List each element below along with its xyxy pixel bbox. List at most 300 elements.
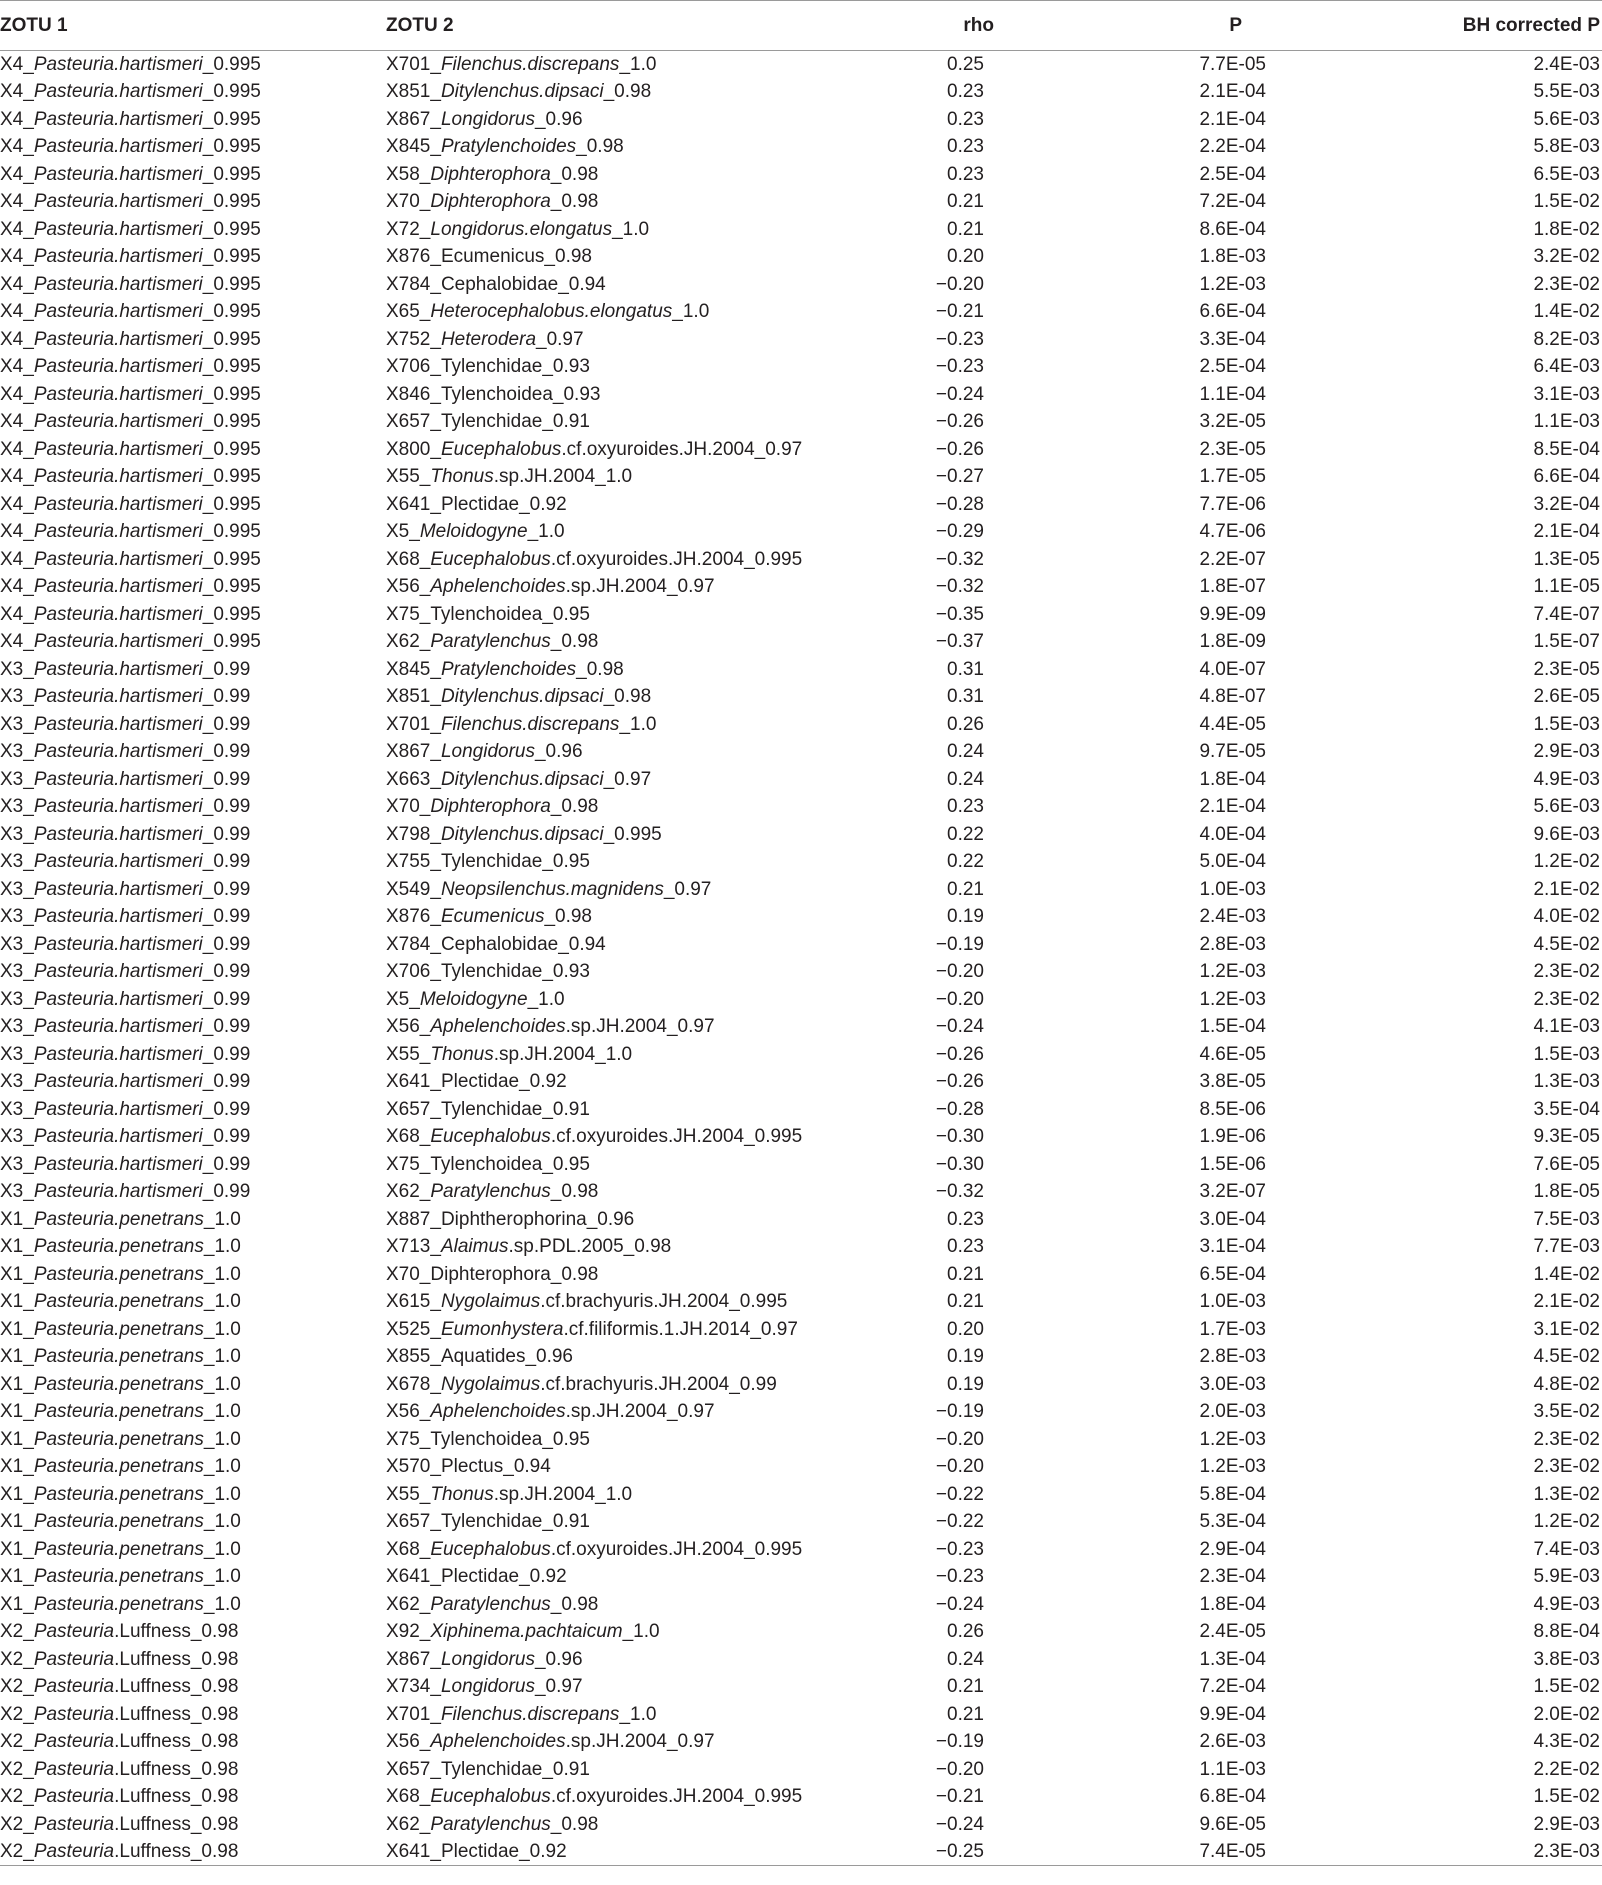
taxon-text: _0.99 [202, 686, 251, 708]
cell-zotu-2 [386, 1151, 852, 1179]
table-row [0, 1591, 1602, 1619]
taxon-text: _0.995 [202, 273, 261, 295]
taxon-italic: Eucephalobus [430, 1126, 551, 1148]
cell-p: 2.4E-05 [1199, 1621, 1266, 1643]
cell-p: 1.8E-09 [1199, 631, 1266, 653]
table-row [0, 766, 1602, 794]
cell-p: 6.8E-04 [1199, 1786, 1266, 1808]
taxon-text: _0.99 [202, 1153, 251, 1175]
taxon-italic: Pasteuria [33, 1758, 115, 1780]
taxon-italic: Pasteuria.hartismeri [33, 631, 203, 653]
cell-bh-corrected-p: 1.5E-07 [1533, 631, 1600, 653]
taxon-text: X1_ [0, 1401, 34, 1423]
cell-bh-corrected-p: 2.0E-02 [1533, 1703, 1600, 1725]
table-row [0, 188, 1602, 216]
taxon-italic: Pasteuria.penetrans [33, 1428, 204, 1450]
cell-p: 1.2E-03 [1199, 988, 1266, 1010]
taxon-italic: Pasteuria.penetrans [33, 1483, 204, 1505]
table-row [0, 793, 1602, 821]
table-row [0, 876, 1602, 904]
taxon-text: _0.995 [202, 466, 261, 488]
taxon-text: _0.99 [202, 1016, 251, 1038]
taxon-text: X1_ [0, 1263, 34, 1285]
cell-p: 3.0E-04 [1199, 1208, 1266, 1230]
taxon-text: X657_Tylenchidae_0.91 [386, 1098, 590, 1120]
table-row [0, 1701, 1602, 1729]
taxon-text: _1.0 [527, 988, 565, 1010]
cell-zotu-1 [0, 1371, 386, 1399]
taxon-italic: Pratylenchoides [440, 658, 577, 680]
cell-bh-corrected-p: 6.6E-04 [1533, 466, 1600, 488]
taxon-text: _0.995 [202, 411, 261, 433]
taxon-text: _0.995 [202, 191, 261, 213]
cell-zotu-2 [386, 1316, 852, 1344]
taxon-italic: Longidorus [440, 108, 535, 130]
cell-p: 2.8E-03 [1199, 933, 1266, 955]
cell-zotu-2 [386, 161, 852, 189]
taxon-text: X876_ [386, 906, 441, 928]
cell-rho: 0.21 [947, 1263, 984, 1285]
cell-bh-corrected-p: 2.3E-05 [1533, 658, 1600, 680]
taxon-text: .Luffness_0.98 [114, 1813, 239, 1835]
cell-zotu-2 [386, 326, 852, 354]
table-row [0, 463, 1602, 491]
header-p: P [1040, 1, 1336, 51]
taxon-italic: Heterocephalobus.elongatus [430, 301, 673, 323]
cell-zotu-1 [0, 931, 386, 959]
table-row [0, 1178, 1602, 1206]
taxon-text: X701_ [386, 54, 441, 75]
taxon-italic: Diphterophora [430, 163, 551, 185]
taxon-text: _0.96 [534, 1648, 583, 1670]
cell-p: 3.1E-04 [1199, 1236, 1266, 1258]
taxon-text: .cf.oxyuroides.JH.2004_0.995 [550, 1786, 803, 1808]
taxon-italic: Xiphinema.pachtaicum [430, 1621, 623, 1643]
cell-rho: −0.23 [935, 356, 984, 378]
header-rho: rho [852, 1, 1040, 51]
table-row [0, 298, 1602, 326]
cell-zotu-2 [386, 1288, 852, 1316]
cell-zotu-2 [386, 133, 852, 161]
cell-rho: −0.23 [935, 328, 984, 350]
cell-zotu-2 [386, 546, 852, 574]
cell-p: 5.8E-04 [1199, 1483, 1266, 1505]
taxon-italic: Diphterophora [430, 796, 551, 818]
taxon-italic: Neopsilenchus.magnidens [440, 878, 664, 900]
cell-rho: 0.21 [947, 1703, 984, 1725]
cell-p: 1.1E-04 [1199, 383, 1266, 405]
taxon-text: X1_ [0, 1483, 34, 1505]
taxon-text: _1.0 [203, 1208, 241, 1230]
cell-bh-corrected-p: 2.3E-02 [1533, 988, 1600, 1010]
taxon-italic: Pasteuria.hartismeri [33, 81, 203, 103]
cell-rho: −0.26 [935, 1071, 984, 1093]
table-row [0, 848, 1602, 876]
taxon-text: X1_ [0, 1593, 34, 1615]
taxon-text: _1.0 [619, 54, 657, 75]
taxon-text: X845_ [386, 136, 441, 158]
cell-zotu-2 [386, 1206, 852, 1234]
taxon-text: X657_Tylenchidae_0.91 [386, 1511, 590, 1533]
cell-rho: −0.20 [935, 961, 984, 983]
taxon-text: _0.99 [202, 1126, 251, 1148]
cell-bh-corrected-p: 3.2E-02 [1533, 246, 1600, 268]
taxon-text: X3_ [0, 1098, 34, 1120]
cell-p: 2.4E-03 [1199, 906, 1266, 928]
taxon-text: _0.98 [576, 136, 624, 158]
cell-bh-corrected-p: 7.5E-03 [1533, 1208, 1600, 1230]
taxon-text: X62_ [386, 1813, 431, 1835]
cell-zotu-2 [386, 1783, 852, 1811]
taxon-text: _0.995 [202, 328, 261, 350]
table-row [0, 1316, 1602, 1344]
cell-p: 7.7E-05 [1199, 54, 1266, 75]
taxon-italic: Pasteuria.hartismeri [33, 823, 203, 845]
cell-zotu-2 [386, 1453, 852, 1481]
cell-bh-corrected-p: 1.4E-02 [1533, 301, 1600, 323]
cell-p: 2.0E-03 [1199, 1401, 1266, 1423]
cell-bh-corrected-p: 4.1E-03 [1533, 1016, 1600, 1038]
taxon-text: X5_ [386, 988, 420, 1010]
taxon-text: X1_ [0, 1566, 34, 1588]
table-row [0, 51, 1602, 79]
taxon-text: .Luffness_0.98 [114, 1758, 239, 1780]
table-row [0, 1426, 1602, 1454]
cell-p: 2.3E-05 [1199, 438, 1266, 460]
table-row [0, 1151, 1602, 1179]
taxon-text: _1.0 [672, 301, 710, 323]
cell-p: 1.2E-03 [1199, 1456, 1266, 1478]
taxon-italic: Alaimus [440, 1236, 509, 1258]
cell-zotu-2 [386, 1838, 852, 1866]
taxon-italic: Pasteuria [33, 1703, 115, 1725]
table-row [0, 1206, 1602, 1234]
taxon-text: X752_ [386, 328, 441, 350]
taxon-italic: Thonus [430, 1043, 494, 1065]
taxon-text: X4_ [0, 81, 34, 103]
taxon-text: X68_ [386, 548, 431, 570]
cell-rho: −0.26 [935, 411, 984, 433]
taxon-text: X4_ [0, 548, 34, 570]
taxon-text: X713_ [386, 1236, 441, 1258]
taxon-text: _1.0 [527, 521, 565, 543]
cell-rho: −0.29 [935, 521, 984, 543]
taxon-text: _0.995 [202, 356, 261, 378]
taxon-text: X3_ [0, 851, 34, 873]
taxon-italic: Nygolaimus [440, 1291, 541, 1313]
taxon-text: X4_ [0, 466, 34, 488]
taxon-italic: Pasteuria.penetrans [33, 1318, 204, 1340]
taxon-italic: Eucephalobus [430, 1538, 551, 1560]
cell-zotu-2 [386, 518, 852, 546]
cell-zotu-2 [386, 876, 852, 904]
taxon-italic: Pasteuria.hartismeri [33, 1043, 203, 1065]
cell-bh-corrected-p: 1.5E-03 [1533, 713, 1600, 735]
cell-bh-corrected-p: 5.5E-03 [1533, 81, 1600, 103]
taxon-italic: Pasteuria.hartismeri [33, 741, 203, 763]
table-row [0, 353, 1602, 381]
taxon-italic: Eucephalobus [430, 548, 551, 570]
cell-zotu-1 [0, 161, 386, 189]
cell-zotu-1 [0, 133, 386, 161]
taxon-text: .sp.JH.2004_1.0 [493, 1043, 633, 1065]
cell-zotu-2 [386, 931, 852, 959]
table-row [0, 271, 1602, 299]
taxon-text: _1.0 [203, 1318, 241, 1340]
taxon-italic: Aphelenchoides [430, 1401, 566, 1423]
cell-bh-corrected-p: 1.5E-02 [1533, 1786, 1600, 1808]
taxon-italic: Pasteuria.hartismeri [33, 603, 203, 625]
cell-zotu-2 [386, 683, 852, 711]
cell-zotu-1 [0, 216, 386, 244]
cell-bh-corrected-p: 7.4E-07 [1533, 603, 1600, 625]
taxon-text: X1_ [0, 1428, 34, 1450]
cell-bh-corrected-p: 3.1E-03 [1533, 383, 1600, 405]
cell-zotu-2 [386, 958, 852, 986]
taxon-text: .cf.brachyuris.JH.2004_0.99 [540, 1373, 777, 1395]
taxon-text: X2_ [0, 1621, 34, 1643]
cell-zotu-2 [386, 821, 852, 849]
cell-zotu-1 [0, 1536, 386, 1564]
cell-bh-corrected-p: 2.3E-02 [1533, 273, 1600, 295]
cell-rho: 0.24 [947, 741, 984, 763]
cell-zotu-2 [386, 1728, 852, 1756]
cell-p: 3.2E-07 [1199, 1181, 1266, 1203]
cell-bh-corrected-p: 9.6E-03 [1533, 823, 1600, 845]
taxon-text: _0.97 [536, 328, 584, 350]
cell-bh-corrected-p: 3.1E-02 [1533, 1318, 1600, 1340]
taxon-text: X1_ [0, 1291, 34, 1313]
taxon-italic: Pasteuria.hartismeri [33, 686, 203, 708]
cell-zotu-2 [386, 381, 852, 409]
taxon-text: X855_Aquatides_0.96 [386, 1346, 573, 1368]
taxon-text: _0.995 [202, 81, 261, 103]
cell-zotu-2 [386, 738, 852, 766]
taxon-text: _0.99 [202, 1181, 251, 1203]
taxon-text: X4_ [0, 136, 34, 158]
taxon-text: X3_ [0, 878, 34, 900]
table-row [0, 1673, 1602, 1701]
taxon-text: _1.0 [203, 1456, 241, 1478]
cell-rho: −0.21 [935, 1786, 984, 1808]
table-row [0, 711, 1602, 739]
taxon-italic: Pasteuria.hartismeri [33, 328, 203, 350]
cell-rho: −0.32 [935, 1181, 984, 1203]
taxon-text: X784_Cephalobidae_0.94 [386, 933, 606, 955]
cell-bh-corrected-p: 3.5E-04 [1533, 1098, 1600, 1120]
taxon-text: _1.0 [203, 1236, 241, 1258]
cell-zotu-1 [0, 1233, 386, 1261]
taxon-text: X62_ [386, 631, 431, 653]
taxon-text: X4_ [0, 356, 34, 378]
cell-p: 1.0E-03 [1199, 1291, 1266, 1313]
cell-zotu-1 [0, 683, 386, 711]
taxon-text: _0.99 [202, 768, 251, 790]
cell-rho: 0.25 [947, 54, 984, 75]
cell-bh-corrected-p: 9.3E-05 [1533, 1126, 1600, 1148]
taxon-text: X701_ [386, 713, 441, 735]
table-row [0, 326, 1602, 354]
cell-rho: −0.20 [935, 1428, 984, 1450]
cell-rho: 0.23 [947, 136, 984, 158]
cell-bh-corrected-p: 1.8E-02 [1533, 218, 1600, 240]
cell-rho: −0.26 [935, 438, 984, 460]
table-row [0, 1728, 1602, 1756]
taxon-italic: Pasteuria.hartismeri [33, 411, 203, 433]
cell-p: 7.4E-05 [1040, 1838, 1336, 1866]
taxon-text: X867_ [386, 108, 441, 130]
taxon-italic: Pasteuria.penetrans [33, 1263, 204, 1285]
taxon-text: _0.995 [202, 301, 261, 323]
cell-zotu-2 [386, 1178, 852, 1206]
table-row [0, 1343, 1602, 1371]
taxon-text: _0.99 [202, 741, 251, 763]
cell-bh-corrected-p: 1.1E-05 [1533, 576, 1600, 598]
taxon-text: X1_ [0, 1373, 34, 1395]
taxon-text: _0.98 [603, 686, 652, 708]
taxon-text: X70_ [386, 191, 431, 213]
taxon-text: X1_ [0, 1346, 34, 1368]
taxon-text: _0.96 [534, 108, 583, 130]
cell-p: 2.1E-04 [1199, 108, 1266, 130]
taxon-text: X2_ [0, 1676, 34, 1698]
taxon-text: .cf.oxyuroides.JH.2004_0.995 [550, 1538, 803, 1560]
cell-zotu-1 [0, 1206, 386, 1234]
cell-zotu-2 [386, 1811, 852, 1839]
taxon-text: _1.0 [203, 1291, 241, 1313]
taxon-text: X3_ [0, 1071, 34, 1093]
taxon-text: X549_ [386, 878, 441, 900]
taxon-text: X68_ [386, 1126, 431, 1148]
table-row [0, 821, 1602, 849]
cell-bh-corrected-p: 8.2E-03 [1533, 328, 1600, 350]
taxon-italic: Pasteuria.hartismeri [33, 163, 203, 185]
table-row [0, 216, 1602, 244]
table-row [0, 1618, 1602, 1646]
taxon-text: X70_ [386, 796, 431, 818]
taxon-text: X4_ [0, 493, 34, 515]
taxon-text: _0.98 [550, 796, 599, 818]
taxon-italic: Pasteuria.penetrans [33, 1208, 204, 1230]
taxon-text: X3_ [0, 1043, 34, 1065]
cell-bh-corrected-p: 4.5E-02 [1533, 933, 1600, 955]
cell-zotu-1 [0, 518, 386, 546]
cell-p: 5.3E-04 [1199, 1511, 1266, 1533]
taxon-text: .Luffness_0.98 [114, 1648, 239, 1670]
taxon-italic: Pasteuria.hartismeri [33, 961, 203, 983]
taxon-text: .cf.oxyuroides.JH.2004_0.97 [561, 438, 803, 460]
taxon-italic: Pasteuria.penetrans [33, 1401, 204, 1423]
table-row [0, 1041, 1602, 1069]
table-row [0, 1453, 1602, 1481]
cell-zotu-2 [386, 51, 852, 79]
cell-bh-corrected-p: 1.1E-03 [1533, 411, 1600, 433]
taxon-text: .Luffness_0.98 [114, 1786, 239, 1808]
taxon-text: X2_ [0, 1648, 34, 1670]
taxon-italic: Pasteuria.hartismeri [33, 191, 203, 213]
cell-rho: 0.21 [947, 878, 984, 900]
table-row [0, 1563, 1602, 1591]
cell-zotu-2 [386, 188, 852, 216]
cell-bh-corrected-p: 1.5E-02 [1533, 191, 1600, 213]
table-row [0, 1646, 1602, 1674]
taxon-italic: Ditylenchus.dipsaci [440, 823, 604, 845]
cell-bh-corrected-p: 2.3E-02 [1533, 1456, 1600, 1478]
taxon-text: .cf.oxyuroides.JH.2004_0.995 [550, 1126, 803, 1148]
taxon-text: X4_ [0, 246, 34, 268]
taxon-text: X75_Tylenchoidea_0.95 [386, 1153, 590, 1175]
taxon-italic: Pasteuria [33, 1648, 115, 1670]
taxon-italic: Pasteuria.penetrans [33, 1593, 204, 1615]
cell-p: 9.9E-04 [1199, 1703, 1266, 1725]
cell-rho: 0.22 [947, 823, 984, 845]
cell-p: 2.8E-03 [1199, 1346, 1266, 1368]
table-body [0, 51, 1602, 1866]
taxon-text: _0.97 [603, 768, 652, 790]
taxon-text: X641_Plectidae_0.92 [386, 1566, 567, 1588]
taxon-text: X1_ [0, 1511, 34, 1533]
cell-zotu-1 [0, 1068, 386, 1096]
cell-zotu-1 [0, 958, 386, 986]
cell-zotu-1 [0, 1041, 386, 1069]
taxon-text: X800_ [386, 438, 441, 460]
cell-bh-corrected-p: 3.2E-04 [1533, 493, 1600, 515]
cell-rho: 0.19 [947, 906, 984, 928]
taxon-text: X2_ [0, 1731, 34, 1753]
cell-zotu-1 [0, 1261, 386, 1289]
cell-zotu-2 [386, 1068, 852, 1096]
taxon-text: _1.0 [203, 1483, 241, 1505]
cell-p: 9.9E-09 [1199, 603, 1266, 625]
cell-bh-corrected-p: 4.5E-02 [1533, 1346, 1600, 1368]
taxon-text: X55_ [386, 1043, 431, 1065]
taxon-text: _0.98 [550, 191, 599, 213]
cell-zotu-2 [386, 1041, 852, 1069]
cell-bh-corrected-p: 4.8E-02 [1533, 1373, 1600, 1395]
taxon-text: X2_ [0, 1758, 34, 1780]
cell-p: 3.0E-03 [1199, 1373, 1266, 1395]
taxon-text: _0.995 [202, 54, 261, 75]
cell-zotu-1 [0, 546, 386, 574]
taxon-italic: Meloidogyne [419, 988, 528, 1010]
table-row [0, 573, 1602, 601]
cell-p: 2.1E-04 [1199, 796, 1266, 818]
table-row [0, 1068, 1602, 1096]
cell-rho: 0.22 [947, 851, 984, 873]
taxon-text: _0.995 [202, 163, 261, 185]
cell-p: 2.6E-03 [1199, 1731, 1266, 1753]
cell-zotu-2 [386, 1701, 852, 1729]
taxon-text: _0.995 [202, 576, 261, 598]
cell-rho: 0.26 [947, 1621, 984, 1643]
taxon-text: X2_ [0, 1703, 34, 1725]
cell-rho: 0.21 [947, 1676, 984, 1698]
taxon-text: X92_ [386, 1621, 431, 1643]
cell-zotu-1 [0, 1728, 386, 1756]
taxon-italic: Filenchus.discrepans [440, 713, 620, 735]
taxon-text: .cf.brachyuris.JH.2004_0.995 [540, 1291, 788, 1313]
taxon-text: _0.99 [202, 961, 251, 983]
taxon-italic: Pasteuria.hartismeri [33, 1126, 203, 1148]
cell-rho: −0.22 [935, 1483, 984, 1505]
cell-zotu-2 [386, 903, 852, 931]
cell-zotu-2 [386, 1123, 852, 1151]
taxon-text: X4_ [0, 521, 34, 543]
taxon-text: _0.995 [202, 246, 261, 268]
taxon-italic: Pasteuria.hartismeri [33, 438, 203, 460]
cell-p: 1.2E-03 [1199, 1428, 1266, 1450]
cell-p: 3.8E-05 [1199, 1071, 1266, 1093]
